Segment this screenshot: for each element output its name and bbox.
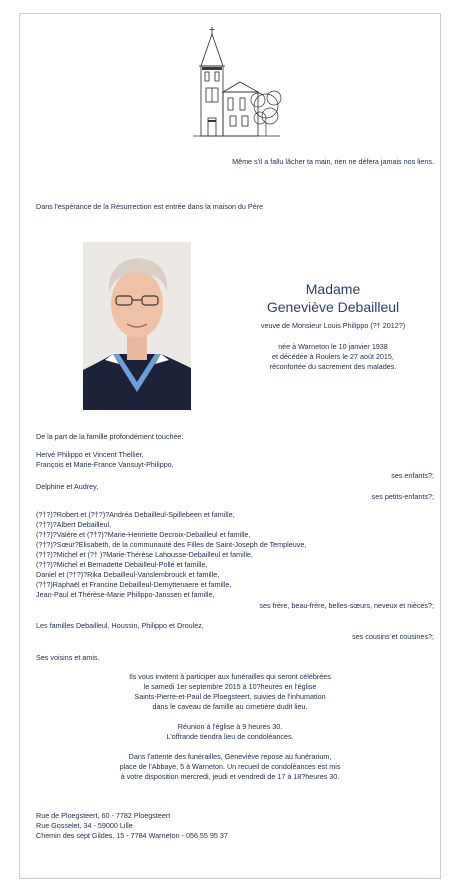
list-item: (?†?)?Valère et (?†?)?Marie-Henriette Decroix-Debailleul et famille, (36, 530, 251, 539)
ceremony-line: le samedi 1er septembre 2015 à 10?heures en l'église (143, 682, 317, 691)
grandchildren-label: ses petits-enfants?; (371, 492, 434, 501)
list-item: (?†?)?Albert Debailleul, (36, 520, 112, 529)
cousins-text: Les familles Debailleul, Houssin, Philippo et Droulez, (36, 621, 204, 630)
cousins-label: ses cousins et cousines?; (352, 632, 434, 641)
gathering-line: L'offrande tiendra lieu de condoléances. (166, 732, 294, 741)
deceased-comfort: réconfortée du sacrement des malades. (269, 362, 397, 371)
list-item: François et Marie-France Vansuyt-Philippo, (36, 460, 174, 469)
viewing-line: Dans l'attente des funérailles, Geneviève repose au funérarium, (128, 752, 332, 761)
list-item: (?†?)Raphaël et Francine Debailleul-Demyttenaere et famille, (36, 580, 232, 589)
deceased-birth: née à Warneton le 10 janvier 1938 (278, 342, 388, 351)
neighbors-text: Ses voisins et amis. (36, 653, 100, 662)
address-line: Rue de Ploegsteert, 60 - 7782 Ploegsteert (36, 811, 171, 820)
list-item: Delphine et Audrey, (36, 482, 99, 491)
list-item: Daniel et (?†?)?Rika Debailleul-Vanslembrouck et famille, (36, 570, 220, 579)
list-item: (?†?)?Sœur?Elisabeth, de la communauté des Filles de Saint-Joseph de Templeuve, (36, 540, 307, 549)
address-line: Rue Gosselet, 34 - 59000 Lille (36, 821, 133, 830)
viewing-line: place de l'Abbaye, 5 à Warneton. Un recueil de condoléances est mis (119, 762, 341, 771)
deceased-death: et décédée à Roulers le 27 août 2015, (272, 352, 394, 361)
deceased-widow: veuve de Monsieur Louis Philippo (?† 2012?) (260, 321, 406, 330)
ceremony-line: Ils vous invitent à participer aux funérailles qui seront célébrées (129, 672, 331, 681)
children-label: ses enfants?; (391, 471, 434, 480)
deceased-title: Madame (305, 281, 361, 297)
list-item: (?†?)?Michel et Bernadette Debailleul-Pollé et famille, (36, 560, 208, 569)
ceremony-line: Saints-Pierre-et-Paul de Ploegsteert, suivies de l'inhumation (134, 692, 326, 701)
list-item: Jean-Paul et Thérèse-Marie Philippo-Janssen et famille, (36, 590, 215, 599)
portrait-photo (83, 242, 191, 410)
intro-text: Dans l'espérance de la Résurrection est entrée dans la maison du Père (36, 202, 264, 211)
list-item: (?†?)?Michel et (?† )?Marie-Thérèse Lahousse-Debailleul et famille, (36, 550, 253, 559)
list-item: Hervé Philippo et Vincent Thellier, (36, 450, 144, 459)
gathering-line: Réunion à l'église à 9 heures 30. (177, 722, 283, 731)
ceremony-line: dans le caveau de famille au cimetière dudit lieu. (152, 702, 308, 711)
family-intro: De la part de la famille profondément touchée: (36, 432, 184, 441)
deceased-name: Geneviève Debailleul (266, 299, 400, 315)
viewing-line: à votre disposition mercredi, jeudi et vendredi de 17 à 18?heures 30. (120, 772, 340, 781)
church-icon (188, 26, 284, 144)
obituary-card (19, 13, 441, 879)
address-line: Chemin des sept Gildes, 15 - 7784 Warneton - 056 55 95 37 (36, 831, 228, 840)
siblings-label: ses frère, beau-frère, belles-sœurs, neveux et nièces?; (259, 601, 434, 610)
list-item: (?†?)?Robert et (?†?)?Andréa Debailleul-Spillebeen et famille, (36, 510, 235, 519)
epigraph: Même s'il a fallu lâcher ta main, rien ne défera jamais nos liens. (232, 157, 434, 166)
